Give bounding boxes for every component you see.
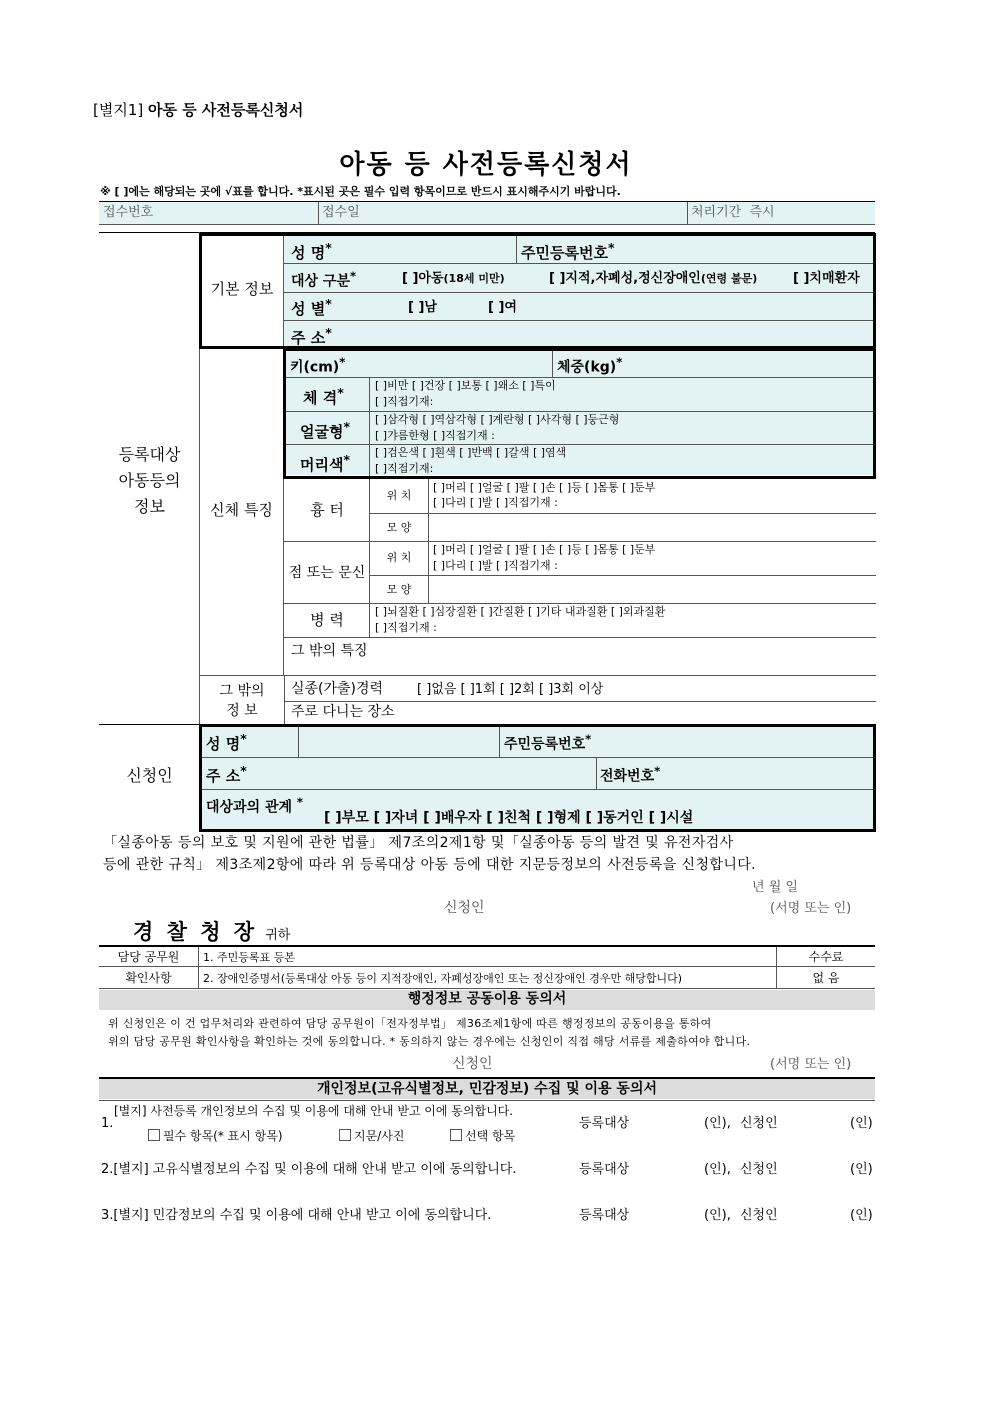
applicant-phone-field[interactable]: 전화번호* <box>600 764 661 785</box>
admin-consent-applicant: 신청인 <box>452 1056 493 1072</box>
rrn-field[interactable]: 주민등록번호* <box>521 240 615 262</box>
scar-position-direct-input[interactable]: [ ]다리 [ ]발 [ ]직접기재 : <box>433 496 558 509</box>
target-type-row: 대상 구분* <box>291 269 357 290</box>
mole-shape-input[interactable] <box>430 577 874 601</box>
privacy-item-1-subject: 등록대상 <box>579 1116 630 1131</box>
receipt-date-field[interactable]: 접수일 <box>322 205 360 220</box>
privacy-item-3: 3.[별지] 민감정보의 수집 및 이용에 대해 안내 받고 이에 동의합니다. <box>101 1208 492 1223</box>
address-field[interactable]: 주 소* <box>291 325 332 347</box>
target-dementia-option[interactable]: [ ]치매환자 <box>793 271 860 286</box>
fee-label: 수수료 <box>808 950 844 964</box>
notice: ※ [ ]에는 해당되는 곳에 √표를 합니다. *표시된 곳은 필수 입력 항목이므로 반드시 표시해주시기 바랍니다. <box>100 185 621 198</box>
mole-tattoo-label: 점 또는 문신 <box>288 565 366 581</box>
mole-position-label: 위 치 <box>386 551 412 564</box>
privacy-consent-title: 개인정보(고유식별정보, 민감정보) 수집 및 이용 동의서 <box>316 1081 657 1097</box>
privacy-item-1-applicant: 신청인 <box>740 1116 778 1131</box>
mole-position-options[interactable]: [ ]머리 [ ]얼굴 [ ]팔 [ ]손 [ ]등 [ ]몸통 [ ]둔부 <box>433 543 656 556</box>
applicant-section-label: 신청인 <box>126 766 173 785</box>
disease-history-label: 병 력 <box>310 611 344 629</box>
scar-label: 흉 터 <box>310 501 344 519</box>
annex-label <box>93 103 303 118</box>
target-disabled-option[interactable]: [ ]지적,자폐성,정신장애인(연령 불문) <box>549 271 758 286</box>
receipt-number-field[interactable]: 접수번호 <box>103 205 154 220</box>
declaration-line-2: 등에 관한 규칙」 제3조제2항에 따라 위 등록대상 아동 등에 대한 지문등정보의 사전등록을 신청합니다. <box>103 857 757 873</box>
missing-history-label: 실종(가출)경력 <box>291 681 384 697</box>
mole-shape-label: 모 양 <box>386 583 412 596</box>
privacy-item-2-seal[interactable]: (인), <box>704 1162 731 1177</box>
admin-consent-signature[interactable]: (서명 또는 인) <box>770 1057 852 1072</box>
applicant-rrn-field[interactable]: 주민등록번호* <box>504 732 592 753</box>
annex-number: [별지1] <box>93 101 144 119</box>
applicant-name-field[interactable]: 성 명* <box>206 731 247 753</box>
scar-position-options[interactable]: [ ]머리 [ ]얼굴 [ ]팔 [ ]손 [ ]등 [ ]몸통 [ ]둔부 <box>433 481 656 494</box>
hair-color-options[interactable]: [ ]검은색 [ ]흰색 [ ]반백 [ ]갈색 [ ]염색 <box>375 446 567 459</box>
privacy-item-2-seal-2[interactable]: (인) <box>850 1162 873 1177</box>
scar-position-label: 위 치 <box>386 489 412 502</box>
hair-color-direct-input[interactable]: [ ]직접기재: <box>375 462 434 475</box>
physical-label: 신체 특징 <box>210 501 273 519</box>
subject-section-label: 등록대상 아동등의 정보 <box>118 445 181 516</box>
build-options[interactable]: [ ]비만 [ ]건장 [ ]보통 [ ]왜소 [ ]특이 <box>375 379 556 392</box>
sex-female-option[interactable]: [ ]여 <box>488 300 517 315</box>
application-date[interactable]: 년 월 일 <box>752 880 798 895</box>
page-title: 아동 등 사전등록신청서 <box>339 150 633 180</box>
declaration-applicant-label: 신청인 <box>444 900 485 916</box>
face-shape-options[interactable]: [ ]삼각형 [ ]역삼각형 [ ]계란형 [ ]사각형 [ ]둥근형 <box>375 413 620 426</box>
name-field[interactable]: 성 명* <box>291 240 332 262</box>
scar-shape-input[interactable] <box>430 515 874 539</box>
verification-label-2: 확인사항 <box>125 971 172 985</box>
face-shape-direct-input[interactable]: [ ]갸름한형 [ ]직접기재 : <box>375 429 495 442</box>
privacy-item-2-applicant: 신청인 <box>740 1162 778 1177</box>
hair-color-label: 머리색* <box>300 452 351 474</box>
privacy-item-1-seal-2[interactable]: (인) <box>850 1116 873 1131</box>
privacy-option-required[interactable]: 필수 항목(* 표시 항목) <box>148 1129 283 1142</box>
privacy-item-1-number: 1. <box>101 1116 114 1131</box>
privacy-item-3-seal[interactable]: (인), <box>704 1208 731 1223</box>
privacy-item-1: [별지] 사전등록 개인정보의 수집 및 이용에 대해 안내 받고 이에 동의합니다. <box>114 1104 514 1118</box>
height-field[interactable]: 키(cm)* <box>290 355 346 376</box>
other-info-label: 그 밖의 정 보 <box>219 683 265 719</box>
disease-options[interactable]: [ ]뇌질환 [ ]심장질환 [ ]간질환 [ ]기타 내과질환 [ ]외과질환 <box>375 605 666 618</box>
privacy-option-fingerprint[interactable]: 지문/사진 <box>339 1129 404 1142</box>
target-child-option[interactable]: [ ]아동(18세 미만) <box>402 271 505 286</box>
face-shape-label: 얼굴형* <box>300 419 351 441</box>
verification-label-1: 담당 공무원 <box>117 950 180 964</box>
sex-male-option[interactable]: [ ]남 <box>408 300 437 315</box>
checkbox-optional[interactable] <box>450 1129 462 1141</box>
processing-period: 처리기간 즉시 <box>691 205 775 220</box>
applicant-address-field[interactable]: 주 소* <box>206 763 247 785</box>
relation-label: 대상과의 관계 * <box>206 795 304 816</box>
annex-title: 아동 등 사전등록신청서 <box>148 101 304 119</box>
build-direct-input[interactable]: [ ]직접기재: <box>375 395 434 408</box>
privacy-item-3-seal-2[interactable]: (인) <box>850 1208 873 1223</box>
checkbox-required[interactable] <box>148 1129 160 1141</box>
privacy-item-2-subject: 등록대상 <box>579 1162 630 1177</box>
verification-item-1: 1. 주민등록표 등본 <box>203 951 295 964</box>
declaration-line-1: 「실종아동 등의 보호 및 지원에 관한 법률」 제7조의2제1항 및「실종아동 등의 발견 및 유전자검사 <box>103 835 734 851</box>
privacy-item-2: 2.[별지] 고유식별정보의 수집 및 이용에 대해 안내 받고 이에 동의합니다. <box>101 1162 517 1177</box>
fee-value: 없 음 <box>812 971 840 985</box>
weight-field[interactable]: 체중(kg)* <box>557 355 623 376</box>
declaration-signature[interactable]: (서명 또는 인) <box>770 901 852 916</box>
privacy-option-optional[interactable]: 선택 항목 <box>450 1129 515 1142</box>
basic-info-label: 기본 정보 <box>210 280 274 298</box>
relation-options[interactable]: [ ]부모 [ ]자녀 [ ]배우자 [ ]친척 [ ]형제 [ ]동거인 [ ]시설 <box>324 810 694 826</box>
admin-consent-line-1: 위 신청인은 이 건 업무처리와 관련하여 담당 공무원이「전자정부법」 제36조제1항에 따른 행정정보의 공동이용을 통하여 <box>108 1017 712 1030</box>
recipient: 경 찰 청 장 귀하 <box>133 920 291 944</box>
admin-consent-title: 행정정보 공동이용 동의서 <box>407 991 567 1007</box>
verification-item-2: 2. 장애인증명서(등록대상 아동 등이 지적장애인, 자폐성장애인 또는 정신장애인 경우만 해당합니다) <box>203 972 683 985</box>
missing-history-options[interactable]: [ ]없음 [ ]1회 [ ]2회 [ ]3회 이상 <box>417 682 604 697</box>
admin-consent-line-2: 위의 담당 공무원 확인사항을 확인하는 것에 동의합니다. * 동의하지 않는 경우에는 신청인이 직접 해당 서류를 제출하여야 합니다. <box>108 1035 751 1048</box>
other-features-field[interactable]: 그 밖의 특징 <box>291 643 368 659</box>
frequent-places-field[interactable]: 주로 다니는 장소 <box>291 704 395 720</box>
privacy-item-3-applicant: 신청인 <box>740 1208 778 1223</box>
privacy-item-1-seal[interactable]: (인), <box>704 1116 731 1131</box>
scar-shape-label: 모 양 <box>386 521 412 534</box>
mole-position-direct-input[interactable]: [ ]다리 [ ]발 [ ]직접기재 : <box>433 559 558 572</box>
build-label: 체 격* <box>303 385 344 407</box>
privacy-item-3-subject: 등록대상 <box>579 1208 630 1223</box>
disease-direct-input[interactable]: [ ]직접기재 : <box>375 621 437 634</box>
checkbox-fingerprint[interactable] <box>339 1129 351 1141</box>
sex-field: 성 별* <box>291 296 332 318</box>
